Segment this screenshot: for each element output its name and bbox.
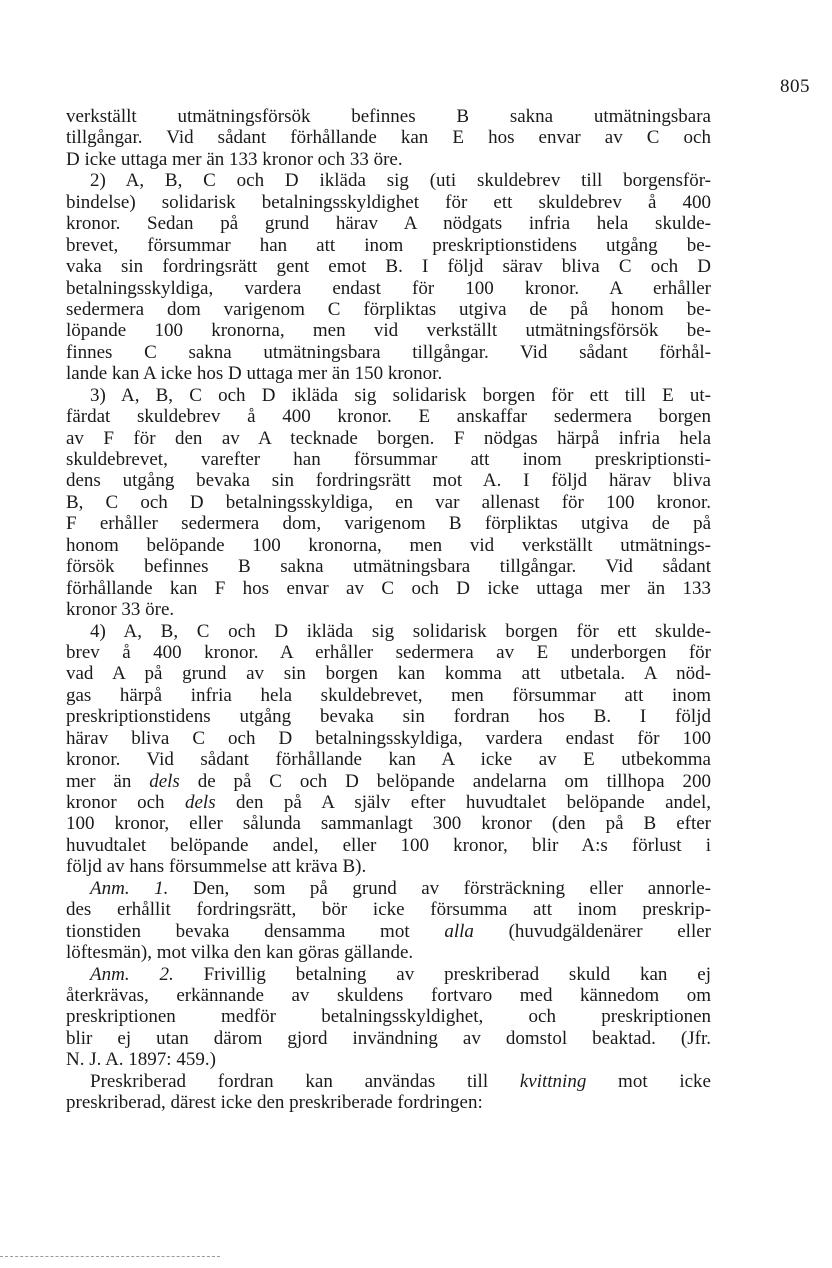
text-segment: preskriptionstidens utgång bevaka sin fordran hos B. I följd <box>66 706 711 728</box>
text-segment: härav bliva C och D betalningsskyldiga, vardera endast för 100 <box>66 727 711 749</box>
text-line <box>66 556 711 577</box>
text-segment: Anm. 2. <box>90 963 174 985</box>
text-segment: huvudtalet belöpande andel, eller 100 kronor, blir A:s förlust i <box>66 834 711 856</box>
text-segment: des erhållit fordringsrätt, bör icke försumma att inom preskrip- <box>66 899 711 921</box>
text-line <box>66 1092 711 1113</box>
text-line <box>66 749 711 770</box>
text-segment: kronor. Vid sådant förhållande kan A icke av E utbekomma <box>66 749 711 771</box>
text-segment: återkrävas, erkännande av skuldens fortvaro med kännedom om <box>66 984 711 1006</box>
text-line <box>66 513 711 534</box>
text-segment: 4) A, B, C och D ikläda sig solidarisk borgen för ett skulde- <box>90 620 711 642</box>
text-line <box>66 428 711 449</box>
text-segment: alla <box>444 920 474 942</box>
text-segment: vad A på grund av sin borgen kan komma att utbetala. A nöd- <box>66 663 711 685</box>
text-line <box>66 449 711 470</box>
text-line <box>66 149 711 170</box>
text-segment: brev å 400 kronor. A erhåller sedermera av E underborgen för <box>66 641 711 663</box>
page-number: 805 <box>780 76 810 97</box>
text-segment: Den, som på grund av försträckning eller annorle- <box>168 877 712 899</box>
text-line <box>66 942 711 963</box>
text-line <box>66 899 711 920</box>
text-line <box>66 685 711 706</box>
text-segment: färdat skuldebrev å 400 kronor. E anskaffar sedermera borgen <box>66 406 711 428</box>
text-segment: vaka sin fordringsrätt gent emot B. I följd särav bliva C och D <box>66 256 711 278</box>
text-line <box>66 599 711 620</box>
text-line <box>66 985 711 1006</box>
text-segment: 100 kronor, eller sålunda sammanlagt 300 kronor (den på B efter <box>66 813 711 835</box>
text-line <box>66 299 711 320</box>
text-segment: brevet, försummar han att inom preskriptionstidens utgång be- <box>66 234 711 256</box>
text-segment: betalningsskyldiga, vardera endast för 100 kronor. A erhåller <box>66 277 711 299</box>
text-segment: F erhåller sedermera dom, varigenom B förpliktas utgiva de på <box>66 513 711 535</box>
text-segment: kronor och <box>66 792 185 813</box>
text-line <box>66 535 711 556</box>
text-line <box>66 342 711 363</box>
text-segment: Anm. 1. <box>90 877 169 899</box>
text-segment: skuldebrevet, varefter han försummar att inom preskriptionsti- <box>66 449 711 470</box>
text-segment: N. J. A. 1897: 459.) <box>66 1049 216 1071</box>
text-segment: blir ej utan därom gjord invändning av domstol beaktad. (Jfr. <box>66 1027 711 1049</box>
text-line <box>66 706 711 727</box>
text-segment: 3) A, B, C och D ikläda sig solidarisk borgen för ett till E ut- <box>90 384 711 406</box>
text-line <box>66 406 711 427</box>
text-line <box>66 621 711 642</box>
text-line <box>66 642 711 663</box>
text-line <box>66 1006 711 1027</box>
text-segment: preskriberad, därest icke den preskriberade fordringen: <box>66 1092 483 1114</box>
text-line <box>66 213 711 234</box>
text-segment: mot icke <box>586 1070 711 1092</box>
text-segment: förhållande kan F hos envar av C och D icke uttaga mer än 133 <box>66 577 711 599</box>
text-line <box>66 578 711 599</box>
text-segment: mer än <box>66 770 150 792</box>
text-line <box>66 878 711 899</box>
text-line <box>66 856 711 877</box>
text-segment: dels <box>184 792 216 813</box>
text-segment: dens utgång bevaka sin fordringsrätt mot A. I följd härav bliva <box>66 470 711 492</box>
text-line <box>66 1049 711 1070</box>
text-segment: finnes C sakna utmätningsbara tillgångar. Vid sådant förhål- <box>66 341 711 363</box>
bottom-rule <box>0 1256 220 1257</box>
text-segment: kronor 33 öre. <box>66 599 175 621</box>
text-segment: verkställt utmätningsförsök befinnes B sakna utmätningsbara <box>66 106 711 127</box>
text-line <box>66 192 711 213</box>
text-segment: gas härpå infria hela skuldebrevet, men försummar att inom <box>66 684 711 706</box>
text-line <box>66 835 711 856</box>
text-segment: de på C och D belöpande andelarna om tillhopa 200 <box>179 770 711 792</box>
text-segment: sedermera dom varigenom C förpliktas utgiva de på honom be- <box>66 298 711 320</box>
text-segment: den på A själv efter huvudtalet belöpande andel, <box>215 792 711 813</box>
text-segment: av F för den av A tecknade borgen. F nödgas härpå infria hela <box>66 427 711 449</box>
text-body <box>66 106 711 1114</box>
text-line <box>66 170 711 191</box>
text-line <box>66 728 711 749</box>
text-line <box>66 127 711 148</box>
text-line <box>66 320 711 341</box>
text-line <box>66 235 711 256</box>
text-line <box>66 771 711 792</box>
text-line <box>66 256 711 277</box>
text-line <box>66 492 711 513</box>
text-segment: löpande 100 kronorna, men vid verkställt utmätningsförsök be- <box>66 320 711 342</box>
text-segment: (huvudgäldenärer eller <box>473 920 711 942</box>
text-segment: löftesmän), mot vilka den kan göras gällande. <box>66 942 414 964</box>
text-segment: dels <box>149 770 180 792</box>
text-segment: honom belöpande 100 kronorna, men vid verkställt utmätnings- <box>66 534 711 556</box>
text-segment: bindelse) solidarisk betalningsskyldighet för ett skuldebrev å 400 <box>66 191 711 213</box>
text-line <box>66 278 711 299</box>
text-line <box>66 1028 711 1049</box>
text-line <box>66 385 711 406</box>
text-segment: tillgångar. Vid sådant förhållande kan E hos envar av C och <box>66 127 711 149</box>
text-segment: följd av hans försummelse att kräva B). <box>66 856 367 878</box>
text-segment: kvittning <box>519 1070 587 1092</box>
text-segment: B, C och D betalningsskyldiga, en var allenast för 100 kronor. <box>66 491 711 513</box>
text-line <box>66 363 711 384</box>
text-segment: preskriptionen medför betalningsskyldighet, och preskriptionen <box>66 1006 711 1028</box>
text-segment: tionstiden bevaka densamma mot <box>66 920 445 942</box>
text-segment: försök befinnes B sakna utmätningsbara tillgångar. Vid sådant <box>66 556 711 578</box>
text-line <box>66 792 711 813</box>
text-segment: Preskriberad fordran kan användas till <box>90 1070 520 1092</box>
text-line <box>66 964 711 985</box>
text-line <box>66 470 711 491</box>
text-segment: 2) A, B, C och D ikläda sig (uti skuldebrev till borgensför- <box>90 170 711 192</box>
text-segment: D icke uttaga mer än 133 kronor och 33 öre. <box>66 148 403 170</box>
text-segment: lande kan A icke hos D uttaga mer än 150 kronor. <box>66 363 443 385</box>
text-segment: Frivillig betalning av preskriberad skuld kan ej <box>173 963 711 985</box>
text-line <box>66 106 711 127</box>
text-line <box>66 1071 711 1092</box>
text-line <box>66 813 711 834</box>
text-line <box>66 663 711 684</box>
text-segment: kronor. Sedan på grund härav A nödgats infria hela skulde- <box>66 213 711 235</box>
text-line <box>66 921 711 942</box>
